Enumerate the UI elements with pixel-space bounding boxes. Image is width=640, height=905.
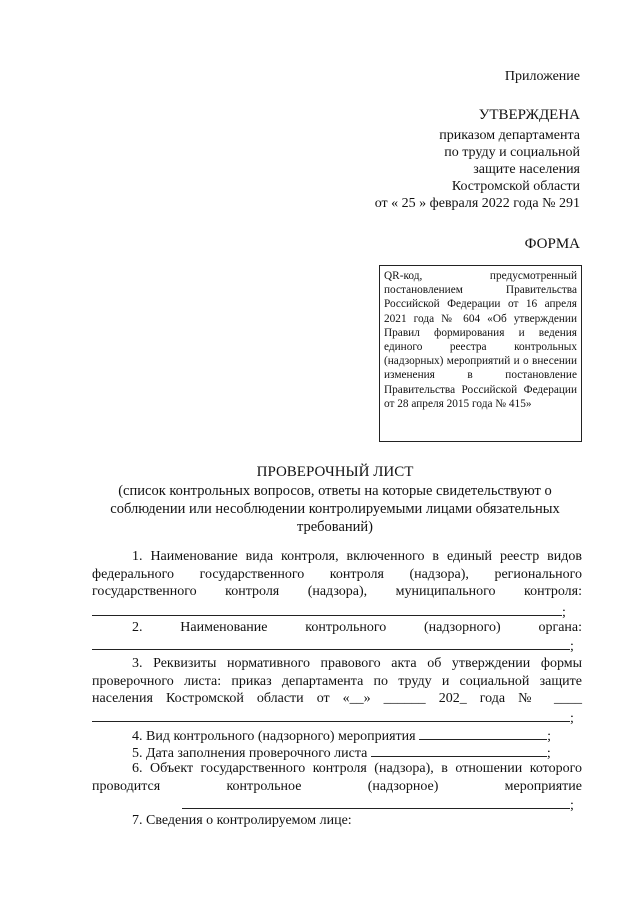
item-1-blank[interactable] — [92, 602, 562, 616]
item-6-end: ; — [570, 798, 574, 813]
item-2-blank[interactable] — [92, 636, 570, 650]
approved-label: УТВЕРЖДЕНА — [478, 107, 580, 123]
order-line-1: приказом департамента — [439, 128, 580, 143]
item-2 — [92, 619, 582, 637]
item-1-end: ; — [562, 605, 566, 620]
item-6-blank[interactable] — [182, 795, 570, 809]
item-1-text: 1. Наименование вида контроля, включенного в единый реестр видов федерального государственного контроля (надзора), регионального государственного контроля (надзора), муниципального контроля: — [92, 549, 582, 599]
page-subtitle: (список контрольных вопросов, ответы на которые свидетельствуют о соблюдении или несоблюдении контролируемыми лицами обязательных требований) — [110, 483, 560, 535]
item-2-answer-line — [92, 636, 582, 656]
item-6-text: 6. Объект государственного контроля (надзора), в отношении которого проводится контрольное (надзорное) мероприятие — [92, 761, 582, 794]
item-4-blank[interactable] — [419, 726, 547, 740]
item-2-text: 2. Наименование контрольного (надзорного) органа: — [132, 620, 582, 635]
order-date-line: от « 25 » февраля 2022 года № 291 — [374, 196, 580, 211]
qr-code-placeholder-box — [379, 265, 582, 442]
item-3-end: ; — [570, 711, 574, 726]
approval-block — [280, 107, 580, 212]
qr-code-note: QR-код, предусмотренный постановлением Правительства Российской Федерации от 16 апреля 2021 года № 604 «Об утверждении Правил формирования и ведения единого реестра контрольных (надзорных) мероприятий и о внесении изменения в постановление Правительства Российской Федерации от 28 апреля 2015 года № 415» — [384, 270, 577, 410]
item-5-end: ; — [546, 746, 551, 761]
order-line-3: защите населения — [473, 162, 580, 177]
item-4-end: ; — [547, 729, 551, 744]
item-3 — [92, 655, 582, 708]
form-label: ФОРМА — [524, 236, 580, 252]
order-line-2: по труду и социальной — [444, 145, 580, 160]
item-3-text: 3. Реквизиты нормативного правового акта об утверждении формы проверочного листа: приказ департамента по труду и социальной защите населения Костромской области от «__» ______ 202_ года № ____ — [92, 656, 582, 706]
item-7 — [92, 812, 582, 830]
order-line-4: Костромской области — [451, 179, 580, 194]
appendix-label: Приложение — [504, 69, 580, 84]
item-6 — [92, 760, 582, 794]
item-4-text: 4. Вид контрольного (надзорного) мероприятия — [132, 729, 416, 744]
page-title: ПРОВЕРОЧНЫЙ ЛИСТ — [256, 464, 414, 480]
item-5-text: 5. Дата заполнения проверочного листа — [132, 746, 368, 761]
item-1 — [92, 548, 582, 601]
item-2-end: ; — [570, 639, 574, 654]
item-3-blank[interactable] — [92, 708, 570, 722]
item-3-answer-line — [92, 708, 582, 728]
item-5-blank[interactable] — [371, 743, 547, 757]
item-7-text: 7. Сведения о контролируемом лице: — [132, 813, 352, 828]
